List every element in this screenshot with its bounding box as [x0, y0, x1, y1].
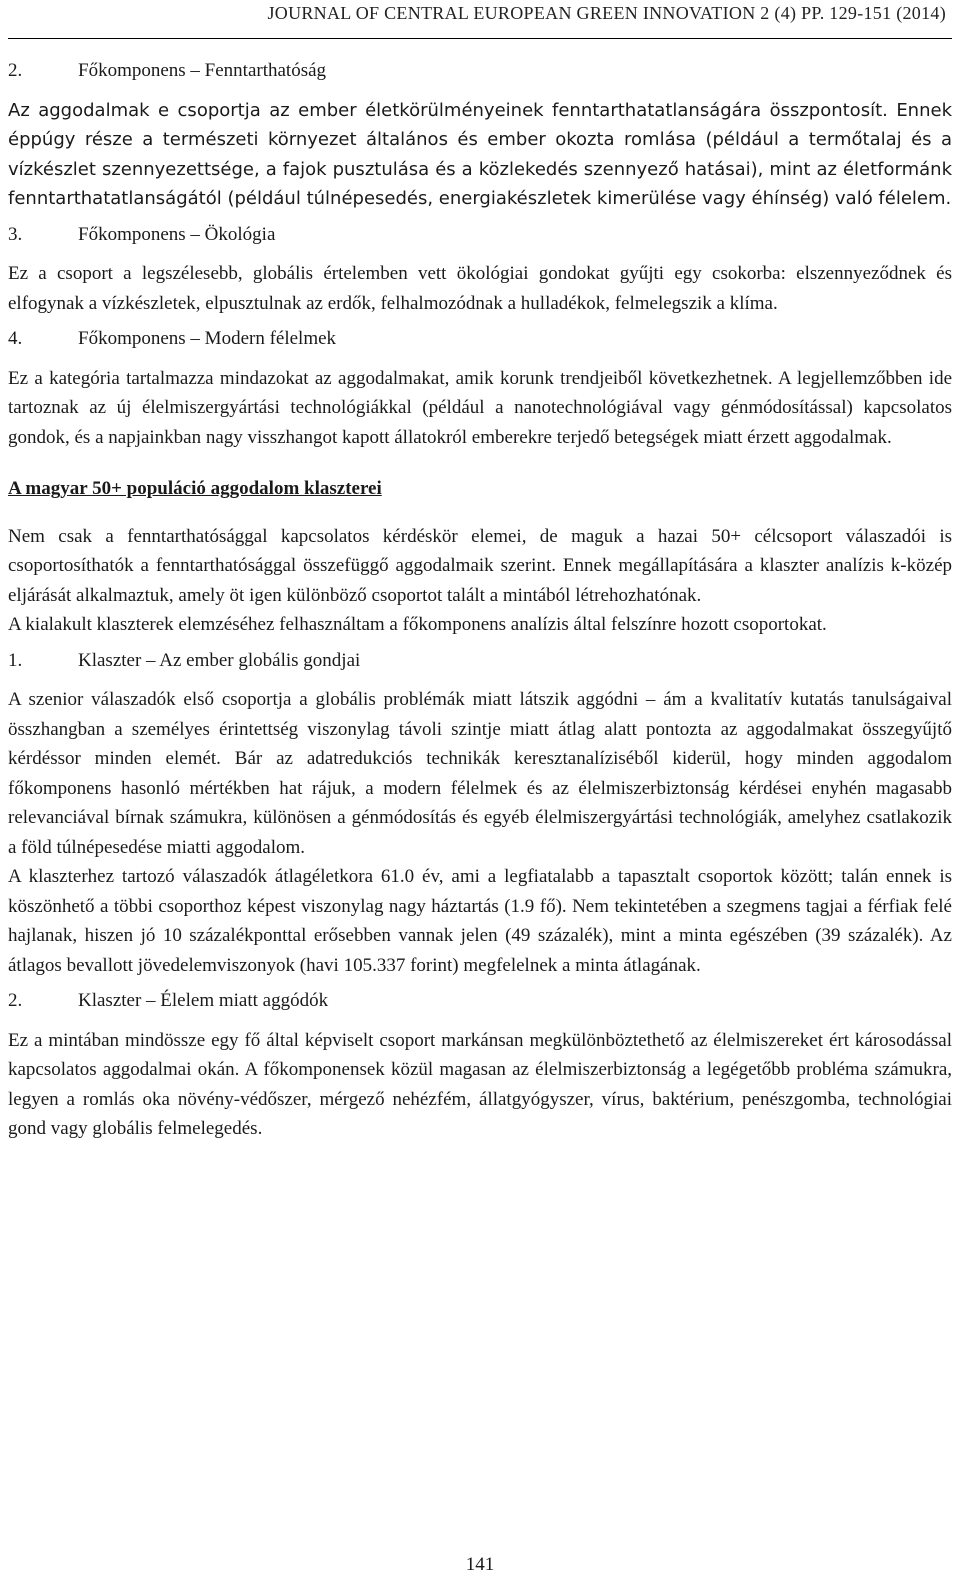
- header-rule: [8, 38, 952, 39]
- section-number: 3.: [8, 223, 23, 245]
- paragraph-sustainability: Az aggodalmak e csoportja az ember életkörülményeinek fenntarthatatlanságára összpontosít. Ennek éppúgy része a természeti környezet általános és ember okozta romlása (például a termőtalaj és a vízkészlet szennyezettsége, a fajok pusztulása és a közlekedés szennyező hatásai), mint az életformánk fenntarthatatlanságától (például túlnépesedés, energiakészletek kimerülése vagy éhínség) való félelem.: [8, 99, 952, 209]
- page-number: 141: [465, 1554, 495, 1575]
- section-title: Főkomponens – Fenntarthatóság: [78, 60, 327, 81]
- section-title: Főkomponens – Ökológia: [78, 223, 276, 245]
- cluster-heading-1: [8, 646, 952, 676]
- cluster-title: Klaszter – Az ember globális gondjai: [78, 649, 361, 671]
- section-heading-3: [8, 220, 952, 250]
- section-number: 4.: [8, 328, 23, 349]
- paragraph-cluster-1-profile: A szenior válaszadók első csoportja a globális problémák miatt látszik aggódni – ám a kvalitatív kutatás tanulságaival összhangban a személyes érintettség viszonylag távoli szintje miatt átlag alatt pontozta az aggodalmakat összegyűjtő kérdéssor minden elemét. Bár az adatredukciós technikák keresztanalíziséből kiderül, hogy minden aggodalom főkomponens hasonló mértékben hat rájuk, a modern félelmek és az élelmiszerbiztonság kérdései enyhén magasabb relevanciával bírnak számukra, különösen a génmódosítás és egyéb élelmiszergyártási technológiák, amelyhez csatlakozik a föld túlnépesedése miatti aggodalom.: [8, 689, 952, 858]
- page-body: [8, 56, 952, 1144]
- section-number: 2.: [8, 60, 23, 81]
- cluster-heading-2: [8, 986, 952, 1016]
- paragraph-ecology: Ez a csoport a legszélesebb, globális értelemben vett ökológiai gondokat gyűjti egy csokorba: elszennyeződnek és elfogynak a vízkészletek, elpusztulnak az erdők, felhalmozódnak a hulladékok, felmelegszik a klíma.: [8, 263, 952, 314]
- cluster-title: Klaszter – Élelem miatt aggódók: [78, 990, 329, 1011]
- paragraph-cluster-intro: Nem csak a fenntarthatósággal kapcsolatos kérdéskör elemei, de maguk a hazai 50+ célcsoport válaszadói is csoportosíthatók a fenntarthatósággal összefüggő aggodalmaik szerint. Ennek megállapítására a klaszter analízis k-közép eljárását alkalmaztuk, amely öt igen különböző csoportot talált a mintából létrehozhatónak.: [8, 525, 952, 606]
- paragraph-cluster-method: A kialakult klaszterek elemzéséhez felhasználtam a főkomponens analízis által felszínre hozott csoportokat.: [8, 614, 827, 635]
- journal-title: JOURNAL OF CENTRAL EUROPEAN GREEN INNOVATION 2 (4) PP. 129-151 (2014): [267, 3, 946, 23]
- main-heading-clusters: A magyar 50+ populáció aggodalom klaszterei: [8, 478, 382, 499]
- paragraph-modern-fears: Ez a kategória tartalmazza mindazokat az aggodalmakat, amik korunk trendjeiből következhetnek. A legjellemzőbben ide tartoznak az új élelmiszergyártási technológiákkal (például a nanotechnológiával vagy génmódosítással) kapcsolatos gondok, és a napjainkban nagy visszhangot kapott állatokról emberekre terjedő betegségek miatt érzett aggodalmak.: [8, 367, 952, 448]
- cluster-number: 1.: [8, 649, 23, 671]
- paragraph-cluster-2-profile: Ez a mintában mindössze egy fő által képviselt csoport markánsan megkülönböztethető az élelmiszereket ért károsodással kapcsolatos aggodalmai okán. A főkomponensek közül magasan az élelmiszerbiztonság a legégetőbb probléma számukra, legyen a romlás oka növény-védőszer, mérgező nehézfém, állatgyógyszer, vírus, baktérium, penészgomba, technológiai gond vagy globális felmelegedés.: [8, 1029, 952, 1139]
- paragraph-cluster-1-demographics: A klaszterhez tartozó válaszadók átlagéletkora 61.0 év, ami a legfiatalabb a tapasztalt csoportok között; talán ennek is köszönhető a többi csoporthoz képest viszonylag nagy háztartás (1.9 fő). Nem tekintetében a szegmens tagjai a férfiak felé hajlanak, hiszen jó 10 százalékponttal erősebben vannak jelen (49 százalék), mint a minta egészében (39 százalék). Az átlagos bevallott jövedelemviszonyok (havi 105.337 forint) megfelelnek a minta átlagának.: [8, 866, 952, 976]
- cluster-number: 2.: [8, 990, 23, 1011]
- section-heading-2: [8, 56, 952, 86]
- section-heading-4: [8, 324, 952, 354]
- section-title: Főkomponens – Modern félelmek: [78, 328, 337, 349]
